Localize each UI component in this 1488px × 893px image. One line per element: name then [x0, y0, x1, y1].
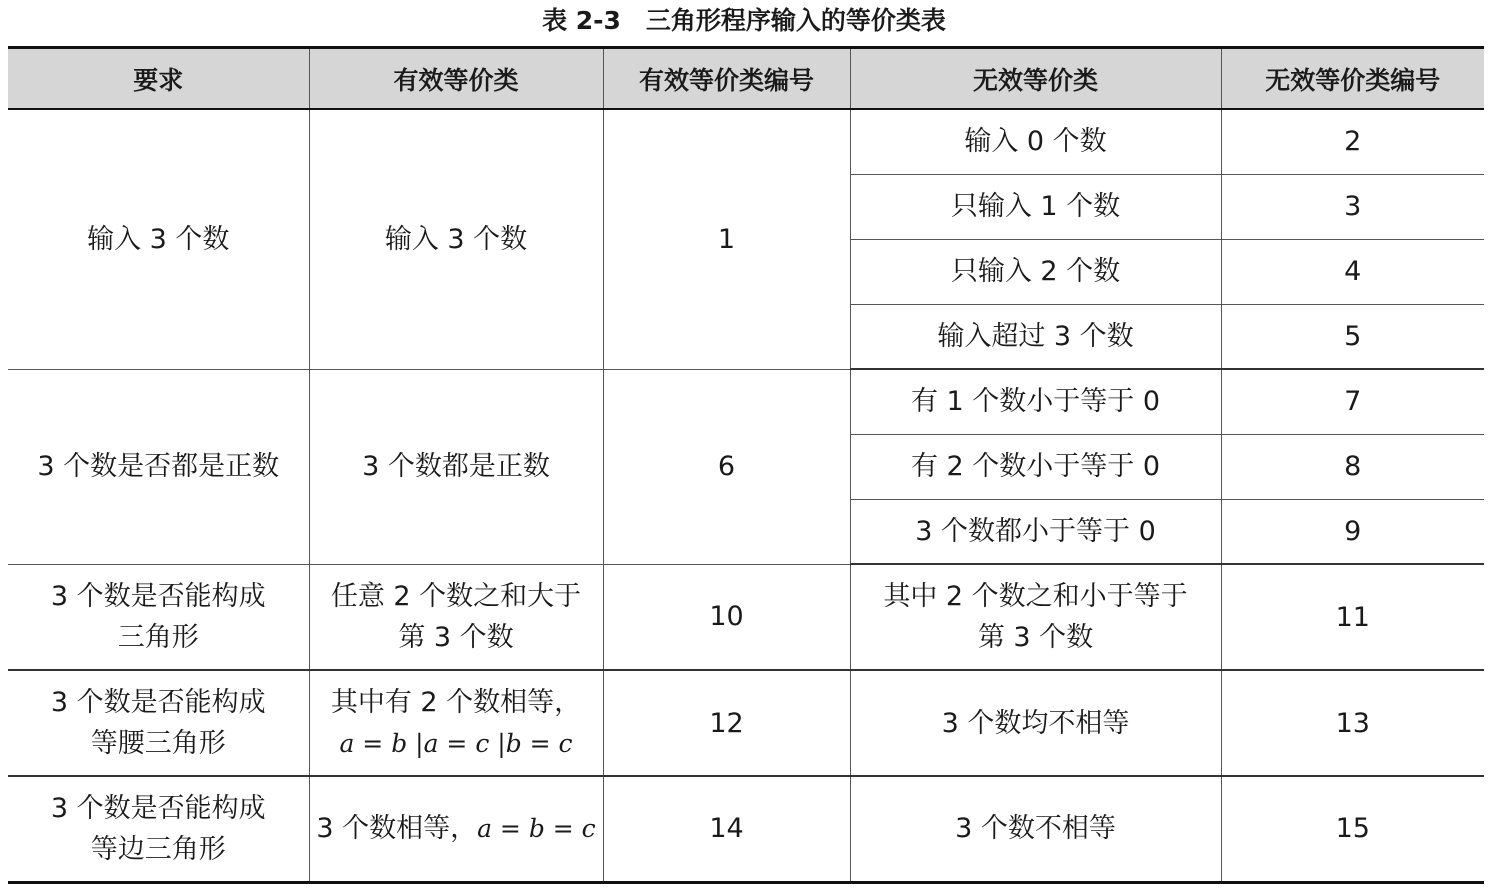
header-invalid-class: 无效等价类	[850, 48, 1221, 110]
invalid-id-cell: 8	[1221, 434, 1484, 499]
invalid-class-cell: 3 个数均不相等	[850, 670, 1221, 776]
valid-class-cell	[309, 776, 603, 882]
invalid-class-cell: 3 个数都小于等于 0	[850, 499, 1221, 564]
requirement-cell	[8, 564, 309, 670]
valid-id-cell: 12	[603, 670, 850, 776]
invalid-id-cell: 2	[1221, 109, 1484, 174]
valid-id-cell: 14	[603, 776, 850, 882]
table-row	[8, 564, 1484, 670]
table-row	[8, 670, 1484, 776]
invalid-class-cell: 只输入 2 个数	[850, 239, 1221, 304]
requirement-line: 3 个数是否能构成	[50, 580, 266, 612]
invalid-class-cell: 输入 0 个数	[850, 109, 1221, 174]
invalid-class-cell: 3 个数不相等	[850, 776, 1221, 882]
valid-class-formula: a = b |a = c |b = c	[339, 729, 573, 758]
valid-id-cell: 1	[603, 109, 850, 369]
invalid-id-cell: 13	[1221, 670, 1484, 776]
invalid-id-cell: 11	[1221, 564, 1484, 670]
invalid-id-cell: 15	[1221, 776, 1484, 882]
invalid-class-cell: 输入超过 3 个数	[850, 304, 1221, 369]
header-invalid-class-id: 无效等价类编号	[1221, 48, 1484, 110]
invalid-id-cell: 7	[1221, 369, 1484, 434]
requirement-line: 3 个数是否能构成	[50, 792, 266, 824]
invalid-class-cell: 有 1 个数小于等于 0	[850, 369, 1221, 434]
valid-class-line: 任意 2 个数之和大于	[330, 580, 582, 612]
requirement-line: 等腰三角形	[90, 728, 226, 759]
valid-class-text: 3 个数相等，	[316, 813, 478, 845]
valid-class-cell: 3 个数都是正数	[309, 369, 603, 564]
header-valid-class-id: 有效等价类编号	[603, 48, 850, 110]
requirement-cell: 3 个数是否都是正数	[8, 369, 309, 564]
invalid-id-cell: 5	[1221, 304, 1484, 369]
invalid-class-cell: 有 2 个数小于等于 0	[850, 434, 1221, 499]
header-requirement: 要求	[8, 48, 309, 110]
requirement-line: 3 个数是否能构成	[50, 687, 266, 718]
valid-class-line: 其中有 2 个数相等，	[330, 687, 582, 718]
valid-class-cell: 输入 3 个数	[309, 109, 603, 369]
valid-class-cell	[309, 670, 603, 776]
invalid-id-cell: 9	[1221, 499, 1484, 564]
table-row	[8, 109, 1484, 174]
equivalence-class-table	[8, 46, 1484, 884]
header-valid-class: 有效等价类	[309, 48, 603, 110]
invalid-class-line: 第 3 个数	[977, 622, 1094, 653]
header-row	[8, 48, 1484, 110]
valid-class-line: 第 3 个数	[398, 621, 514, 653]
valid-id-cell: 6	[603, 369, 850, 564]
invalid-id-cell: 3	[1221, 174, 1484, 239]
invalid-class-cell: 只输入 1 个数	[850, 174, 1221, 239]
valid-id-cell: 10	[603, 564, 850, 670]
requirement-cell	[8, 670, 309, 776]
table-caption: 表 2-3 三角形程序输入的等价类表	[542, 6, 946, 35]
requirement-line: 等边三角形	[90, 833, 226, 865]
table-row	[8, 369, 1484, 434]
valid-class-cell	[309, 564, 603, 670]
invalid-class-cell	[850, 564, 1221, 670]
invalid-id-cell: 4	[1221, 239, 1484, 304]
requirement-cell: 输入 3 个数	[8, 109, 309, 369]
table-row	[8, 776, 1484, 882]
requirement-line: 三角形	[117, 621, 199, 653]
invalid-class-line: 其中 2 个数之和小于等于	[883, 581, 1188, 612]
requirement-cell	[8, 776, 309, 882]
valid-class-formula: a = b = c	[477, 814, 596, 844]
